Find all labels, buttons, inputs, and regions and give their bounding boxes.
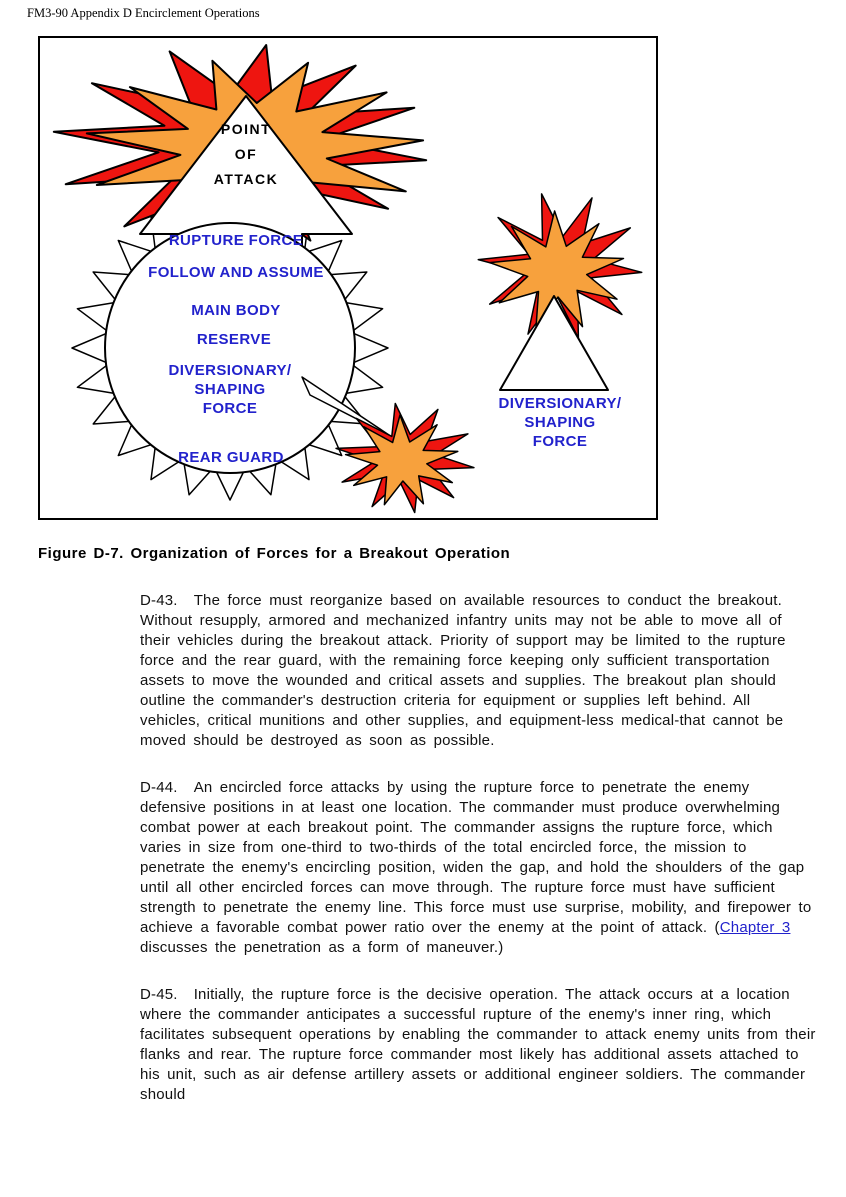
paragraph-d43-text: The force must reorganize based on available resources to conduct the breakout. Without resupply, armored and mechanized infantry units may not be able to move all of their vehicles during the breakout attack. Priority of support may be limited to the rupture force and the rear guard, with the remaining force keeping only sufficient transportation assets to move the wounded and critical assets and supplies. The breakout plan should outline the commander's destruction criteria for equipment or supplies left behind. All vehicles, critical munitions and other supplies, and equipment-less medical-that cannot be moved should be destroyed as soon as possible.	[140, 592, 786, 749]
paragraph-d45-number: D-45.	[140, 986, 178, 1003]
label-rear-guard: REAR GUARD	[178, 449, 284, 466]
label-diversionary-line3: FORCE	[202, 400, 258, 417]
paragraph-d44-number: D-44.	[140, 779, 178, 796]
paragraph-d43-number: D-43.	[140, 592, 178, 609]
label-rupture-force: RUPTURE FORCE	[168, 232, 304, 249]
paragraph-d44	[140, 778, 816, 958]
figure-d7	[38, 36, 658, 520]
paragraph-d45-text: Initially, the rupture force is the decisive operation. The attack occurs at a location where the commander anticipates a successful rupture of the enemy's inner ring, which facilitates subsequent operations by enabling the commander to attack enemy units from their flanks and rear. The rupture force commander most likely has additional assets attached to his unit, such as air defense artillery assets or additional engineer soldiers. The commander should	[140, 986, 816, 1103]
document-body	[140, 591, 816, 1132]
encircled-force-circle	[105, 223, 355, 473]
label-right-diversionary-line2: SHAPING	[524, 414, 596, 431]
label-reserve: RESERVE	[196, 331, 272, 348]
label-right-diversionary-line1: DIVERSIONARY/	[498, 395, 622, 412]
paragraph-d45	[140, 985, 816, 1105]
point-of-attack-label-line3: ATTACK	[213, 171, 279, 187]
label-diversionary-line2: SHAPING	[194, 381, 266, 398]
chapter-3-link[interactable]: Chapter 3	[719, 919, 791, 936]
point-of-attack-label-line2: OF	[234, 146, 258, 162]
breakout-diagram	[40, 38, 656, 518]
label-follow-and-assume: FOLLOW AND ASSUME	[148, 264, 324, 281]
page-header: FM3-90 Appendix D Encirclement Operations	[27, 6, 260, 20]
paragraph-d43	[140, 591, 816, 751]
label-main-body: MAIN BODY	[191, 302, 281, 319]
point-of-attack-label-line1: POINT	[220, 121, 272, 137]
figure-caption: Figure D-7. Organization of Forces for a Breakout Operation	[38, 545, 511, 562]
paragraph-d44-text-pre: An encircled force attacks by using the rupture force to penetrate the enemy defensive positions in at least one location. The commander must produce overwhelming combat power at each breakout point. The commander assigns the rupture force, which varies in size from one-third to two-thirds of the total encircled force, the mission to penetrate the enemy's encircling position, widen the gap, and hold the shoulders of the gap until all other encircled forces can move through. The rupture force must have sufficient strength to penetrate the enemy line. This force must use surprise, mobility, and firepower to achieve a favorable combat power ratio over the enemy at the point of attack. (	[140, 779, 812, 936]
label-right-diversionary-line3: FORCE	[532, 433, 588, 450]
label-diversionary-line1: DIVERSIONARY/	[168, 362, 292, 379]
paragraph-d44-text-post: discusses the penetration as a form of maneuver.)	[140, 939, 504, 956]
diversionary-force-triangle	[500, 296, 608, 390]
